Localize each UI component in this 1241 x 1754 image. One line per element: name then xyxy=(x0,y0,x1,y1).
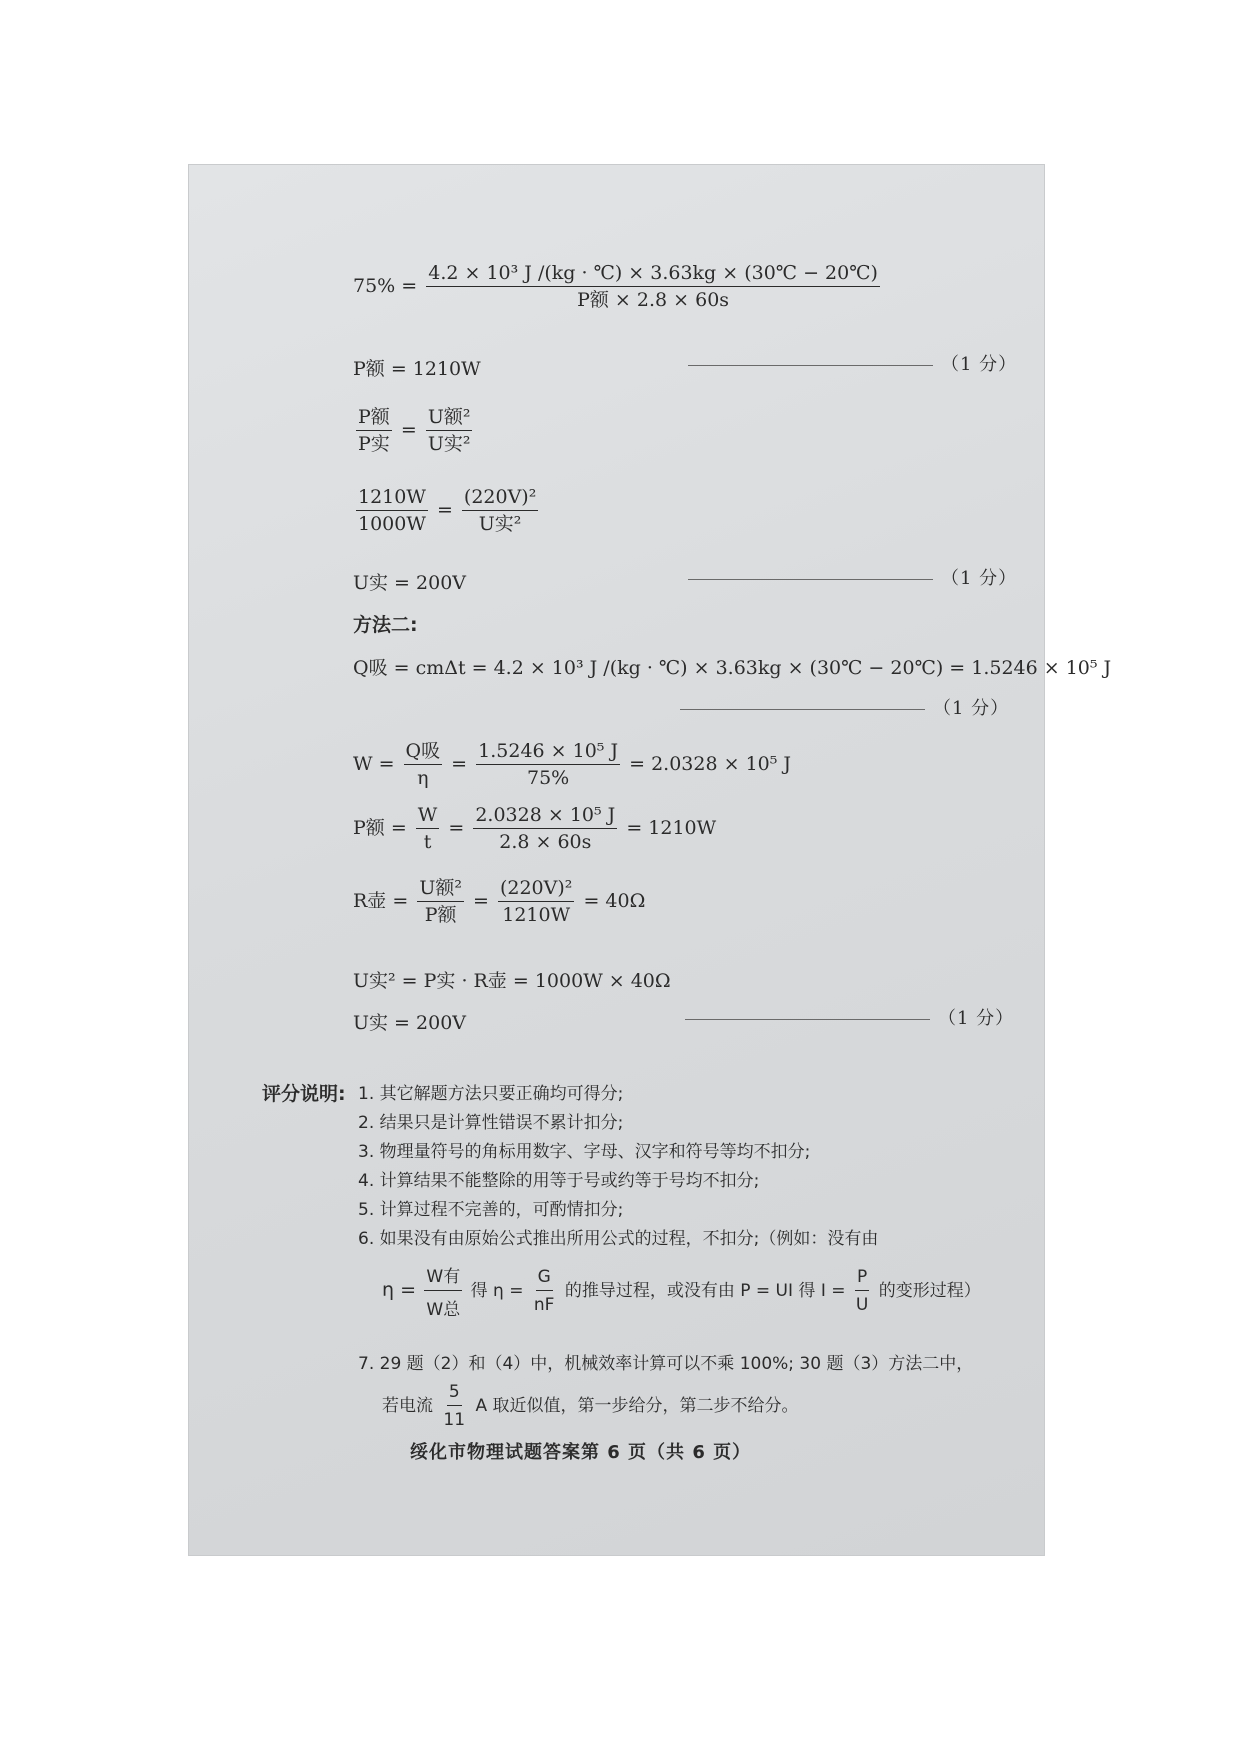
notes-label: 评分说明: xyxy=(262,1083,346,1105)
note-item: 4. 计算结果不能整除的用等于号或约等于号均不扣分; xyxy=(358,1171,760,1191)
score-mark: （1 分） xyxy=(688,350,1017,376)
eq-kettle-resistance: R壶 = $\frac{\text{U额²}}{\text{P额}}$ = $\frac{\text{(220V)²}}{1210W}$ = 40Ω xyxy=(353,877,646,926)
note-item: 1. 其它解题方法只要正确均可得分; xyxy=(358,1084,624,1104)
method2-heading: 方法二: xyxy=(353,614,418,636)
note-item: 7. 29 题（2）和（4）中，机械效率计算可以不乘 100%; 30 题（3）方法二中， xyxy=(358,1354,974,1374)
score-mark: （1 分） xyxy=(680,694,1009,720)
score-mark: （1 分） xyxy=(685,1004,1014,1030)
eq-rated-power-2: P额 = $\frac{W}{t}$ = $\frac{\text{2.0328 × 10⁵ J}}{2.8 \times 60s}$ = 1210W xyxy=(353,804,717,853)
note-item: 5. 计算过程不完善的，可酌情扣分; xyxy=(358,1200,624,1220)
score-mark: （1 分） xyxy=(688,564,1017,590)
eq-rated-power: P额 = 1210W xyxy=(353,358,481,380)
eq-voltage-squared: U实² = P实 · R壶 = 1000W × 40Ω xyxy=(353,970,671,992)
eq-efficiency: 75% = $\frac{\text{4.2 × 10³ J /(kg · ℃) × 3.63kg × (30℃ − 20℃)}}{\text{P额 × 2.8 × 60s}}$ xyxy=(353,262,878,311)
eq-heat-absorbed: Q吸 = cmΔt = 4.2 × 10³ J /(kg · ℃) × 3.63kg × (30℃ − 20℃) = 1.5246 × 10⁵ J xyxy=(353,657,1112,679)
eq-actual-voltage-2: U实 = 200V xyxy=(353,1012,466,1034)
answer-sheet-page xyxy=(188,164,1112,1556)
page-footer: 绥化市物理试题答案第 6 页（共 6 页） xyxy=(410,1442,752,1463)
eq-work: W = $\frac{\text{Q吸}}{\eta}$ = $\frac{\text{1.5246 × 10⁵ J}}{75\%}$ = 2.0328 × 10⁵ J xyxy=(353,740,792,789)
fraction: $\frac{\text{4.2 × 10³ J /(kg · ℃) × 3.63kg × (30℃ − 20℃)}}{\text{P额 × 2.8 × 60s}}$ xyxy=(428,262,878,311)
eq-power-ratio-values: $\frac{1210W}{1000W}$ = $\frac{\text{(220V)²}}{\text{U实²}}$ xyxy=(358,486,537,535)
note-item: 3. 物理量符号的角标用数字、字母、汉字和符号等均不扣分; xyxy=(358,1142,811,1162)
note-item: 6. 如果没有由原始公式推出所用公式的过程，不扣分;（例如：没有由 xyxy=(358,1229,879,1249)
note-item6-formulas: η = $\frac{\text{W有}}{\text{W总}}$ 得 η = $\frac{G}{nF}$ 的推导过程，或没有由 P = UI 得 I = $\frac{P}{U}$ 的变形过程） xyxy=(382,1262,981,1320)
eq-power-ratio: $\frac{\text{P额}}{\text{P实}}$ = $\frac{\text{U额²}}{\text{U实²}}$ xyxy=(358,406,471,455)
eq-actual-voltage: U实 = 200V xyxy=(353,572,466,594)
note-item7-line2: 若电流 $\frac{5}{11}$ A 取近似值，第一步给分，第二步不给分。 xyxy=(382,1382,799,1430)
note-item: 2. 结果只是计算性错误不累计扣分; xyxy=(358,1113,624,1133)
